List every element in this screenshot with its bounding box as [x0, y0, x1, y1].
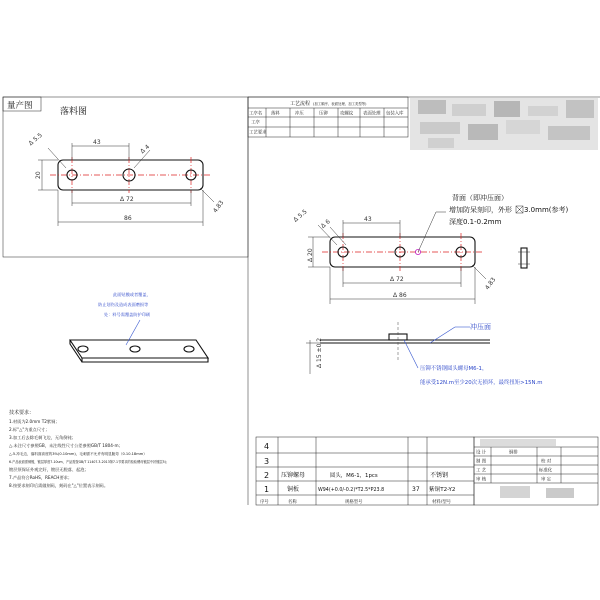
iso-note-line-2: 防止划伤及造成表面磨损等	[98, 302, 149, 307]
blank-view-title: 落料图	[60, 107, 88, 117]
bom-table	[256, 437, 474, 505]
process-table	[248, 97, 408, 137]
tech-req-line-8: 7.产品符合RoHS，REACH要求；	[9, 475, 73, 480]
bom-row2-spec: 圆头，M6-1，1pcs	[330, 473, 378, 479]
bom-footer-3: 规格型号	[345, 500, 363, 505]
back-note-line-3: 深度0.1-0.2mm	[449, 218, 502, 226]
process-header-3: 压铆	[319, 111, 328, 117]
bom-row3-num: 3	[264, 457, 270, 466]
rivet-note-line-2: 能承受12N.m至少20次无损坏，最终扭矩>15N.m	[420, 380, 543, 386]
part-dim-top: 43	[364, 216, 372, 223]
side-view	[518, 248, 530, 268]
process-header-4: 攻螺纹	[340, 111, 354, 117]
sign-label-2: 制 图	[476, 459, 487, 465]
tech-req-line-6: 6.产品表面需铜镀，镀层厚度7-10um，产品需按GB/T 11407.3-2013第7.1节要求的检验螺母镀层中折镀层5)；	[9, 460, 170, 464]
process-header-6: 包装入库	[386, 111, 404, 117]
back-note-box-text: 3.0mm(参考)	[524, 206, 569, 214]
back-note-line-1: 背面（即冲压面）	[452, 194, 508, 202]
sign-header: 铜排	[509, 450, 518, 456]
bom-row1-name: 铜板	[287, 486, 300, 493]
process-header-2: 冲压	[295, 111, 304, 117]
bom-row2-num: 2	[264, 471, 270, 480]
tech-requirements	[9, 409, 169, 489]
process-table-subtitle: (加工顺序、表面处理、加工类型等)	[313, 102, 367, 106]
part-dim-side: Δ 15 ±0.2	[316, 337, 323, 368]
blank-dim-total: 86	[124, 215, 132, 222]
tech-req-line-1: 1.材质为2.0mm T2紫铜；	[9, 419, 60, 424]
sign-block	[474, 437, 598, 505]
tech-req-line-5: △.5.冲毛边，落料面高度的3%(0.10mm)，毛刺需不允许有明显脆弯（0.10.18mm）	[9, 452, 147, 456]
bom-footer-2: 名称	[288, 500, 297, 505]
process-row-label-2: 工序	[251, 120, 260, 126]
section-view	[306, 322, 543, 386]
blank-dim-bottom: Δ 72	[120, 196, 134, 203]
sign-right-label-4: 审 定	[541, 477, 552, 483]
part-dim-corner: 4.83	[483, 276, 498, 292]
iso-part	[70, 340, 208, 362]
bom-footer-1: 序号	[260, 500, 269, 505]
blank-dim-top: 43	[93, 139, 101, 146]
back-note	[449, 193, 569, 226]
bom-row1-num: 1	[264, 485, 270, 494]
blurred-title-block	[410, 98, 598, 150]
bom-row1-material: 紫铜T2-Y2	[429, 487, 456, 493]
process-row-label-3: 工艺要求	[249, 130, 267, 136]
blank-part	[27, 132, 225, 226]
process-header-1: 落料	[271, 111, 280, 117]
tech-req-line-3: 3.加工后去除毛刺飞边，无角倒钝；	[9, 435, 76, 440]
blank-dim-hole: Δ 5.5	[27, 131, 44, 148]
bom-row1-qty: 37	[412, 486, 420, 493]
blank-dim-hole2: Δ 4	[138, 143, 152, 156]
tech-req-line-9: 8.按要求刻印后需做刻码，刻码在"△"位置表示刻码。	[9, 483, 109, 488]
sign-label-4: 审 核	[476, 477, 487, 483]
sign-label-3: 工 艺	[476, 468, 487, 474]
bom-row2-material: 不锈钢	[430, 472, 449, 479]
bom-row4-num: 4	[264, 442, 270, 451]
sign-right-label-3: 标准化	[539, 468, 553, 474]
rivet-note-line-1: 压铆不锈钢圆头螺母M6-1，	[420, 366, 488, 372]
iso-note	[98, 291, 151, 345]
process-row-label-1: 工序名	[249, 111, 263, 117]
blank-dim-height: 20	[35, 171, 42, 179]
part-dim-hole: Δ 5.5	[292, 208, 309, 224]
punch-face-label: 冲压面	[470, 323, 491, 331]
tech-req-line-7: 镀层须保证外观完好，镀层无脱落、起泡；	[9, 467, 89, 472]
bom-row2-name: 压铆螺母	[281, 472, 306, 479]
tab-label: 量产图	[7, 101, 33, 111]
part-dim-height: Δ 20	[307, 248, 314, 262]
bom-row1-spec: W94(+0.0/-0.2)*T2.5*P23.8	[318, 488, 385, 493]
tech-req-title: 技术要求：	[9, 410, 35, 416]
back-note-line-2: 增加防呆刻印，外形	[449, 206, 512, 214]
iso-note-line-3: 处：料号需覆盖防护印刷	[104, 312, 151, 317]
iso-note-line-1: 此面贴膜或者覆盖，	[113, 292, 151, 297]
part-dim-total: Δ 86	[393, 292, 407, 299]
part-dim-bottom: Δ 72	[390, 276, 404, 283]
process-table-title: 工艺流程	[290, 101, 311, 107]
sign-right-label-2: 校 对	[541, 459, 552, 465]
tech-req-line-4: △.未注尺寸参照GB，未注线性尺寸公差参照GB/T 1804-m；	[9, 443, 123, 448]
process-header-5: 表面处理	[363, 111, 381, 117]
bom-footer-5: 材料/型号	[432, 500, 452, 505]
part-dim-hole2: Δ 6	[319, 218, 332, 230]
sign-label-1: 设 计	[476, 450, 487, 456]
tech-req-line-2: 2.标"△"为重点尺寸；	[9, 427, 50, 432]
blank-dim-corner: 4.83	[211, 199, 226, 215]
